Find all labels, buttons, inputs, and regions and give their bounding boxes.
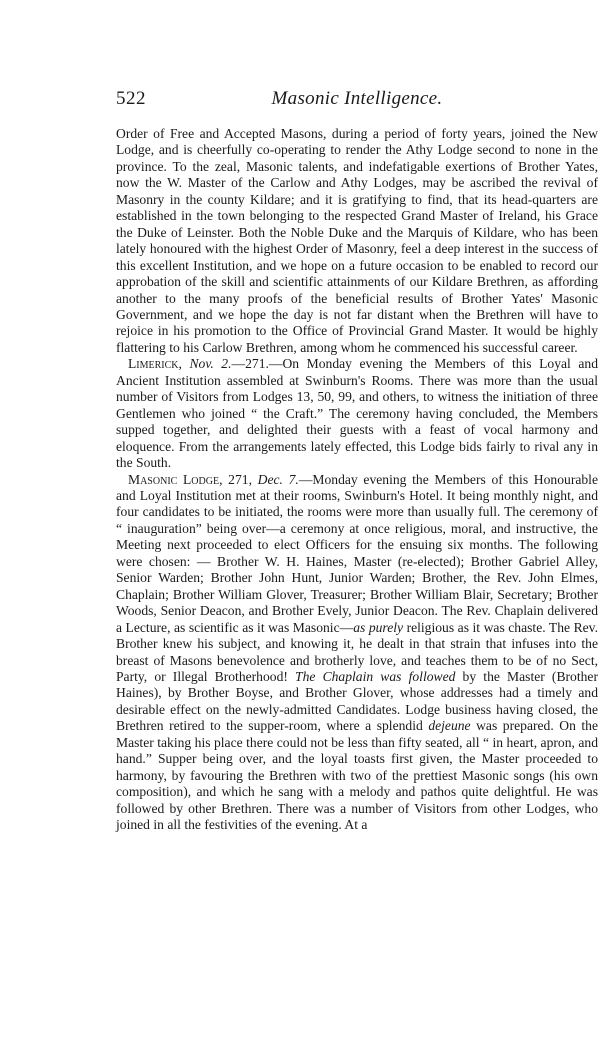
paragraph-athy-lodge <box>116 126 598 356</box>
lodge-number: 271, <box>222 471 258 487</box>
date-heading: Dec. 7. <box>257 471 299 487</box>
italic-text: The Chaplain was followed <box>287 668 456 684</box>
paragraph-text: was prepared. On the Master taking his place there could not be less than fifty seated, all “ in heart, apron, and hand.” Supper being over, and the loyal toasts first given, the Master proceeded to harmony, by favouring the Brethren with two of the prettiest Masonic songs (his own composition), and which he sang with a melody and pathos quite delightful. He was followed by other Brethren. There was a number of Visitors from other Lodges, who joined in all the festivities of the evening. At a <box>116 718 598 833</box>
paragraph-text: —Monday evening the Members of this Honourable and Loyal Institution met at their rooms, Swinburn's Hotel. It being monthly night, and four candidates to be initiated, the rooms were more than usually full. The ceremony of “ inauguration” being over—a ceremony at once religious, moral, and instructive, the Meeting next proceeded to elect Officers for the ensuing six months. The following were chosen: — Brother W. H. Haines, Master (re-elected); Brother Gabriel Alley, Senior Warden; Brother John Hunt, Junior Warden; Brother, the Rev. John Elmes, Chaplain; Brother William Glover, Treasurer; Brother William Blair, Secretary; Brother Woods, Senior Deacon, and Brother Evely, Junior Deacon. The Rev. Chaplain delivered a Lecture, as scientific as it was Masonic— <box>116 471 598 635</box>
paragraph-text: —271.—On Monday evening the Members of this Loyal and Ancient Institution assembled at Swinburn's Rooms. There was more than the usual number of Visitors from Lodges 13, 50, 99, and others, to witness the initiation of three Gentlemen who joined “ the Craft.” The ceremony having concluded, the Members supped together, and delighted their guests with a feast of vocal harmony and eloquence. From the arrangements lately effected, this Lodge bids fairly to rival any in the South. <box>116 356 598 471</box>
date-heading: Nov. 2. <box>189 356 232 372</box>
italic-text: dejeune <box>428 718 471 734</box>
place-heading: Limerick, <box>128 356 182 372</box>
running-title: Masonic Intelligence. <box>271 88 443 109</box>
paragraph-masonic-lodge <box>116 472 598 834</box>
paragraph-text: Order of Free and Accepted Masons, during a period of forty years, joined the New Lodge, and is cheerfully co-operating to render the Athy Lodge second to none in the province. To the zeal, Masonic talents, and indefatigable exertions of Brother Yates, now the W. Master of the Carlow and Athy Lodges, may be ascribed the revival of Masonry in the county Kildare; and it is gratifying to find, that its head-quarters are established in the town belonging to the respected Grand Master of Ireland, his Grace the Duke of Leinster. Both the Noble Duke and the Marquis of Kildare, who has been lately honoured with the highest Order of Masonry, feel a deep interest in the success of this excellent Institution, and we hope on a future occasion to be enabled to record our approbation of the skill and scientific attainments of our Kildare Brethren, as affording another to the many proofs of the beneficial results of Brother Yates' Masonic Government, and we hope the day is not far distant when the Brethren will have to rejoice in his promotion to the Office of Provincial Grand Master. It would be highly flattering to his Carlow Brethren, among whom he commenced his successful career. <box>116 126 598 355</box>
place-heading: Masonic Lodge, <box>128 471 223 487</box>
article-body <box>116 126 598 833</box>
paragraph-text: by the Master (Brother Haines), by Brother Boyse, and Brother Glover, whose addresses had a timely and desirable effect on the newly-admitted Candidates. Lodge business having closed, the Brethren retired to the supper-room, where a splendid <box>116 668 598 734</box>
paragraph-limerick <box>116 356 598 471</box>
italic-text: as purely <box>353 619 404 635</box>
paragraph-text: religious as it was chaste. The Rev. Brother knew his subject, and knowing it, he dealt in that strain that infuses into the breast of Masons benevolence and brotherly love, and teaches them to be of no Sect, Party, or Illegal Brotherhood! <box>116 619 598 684</box>
page-number: 522 <box>116 88 146 109</box>
running-head <box>116 88 598 118</box>
